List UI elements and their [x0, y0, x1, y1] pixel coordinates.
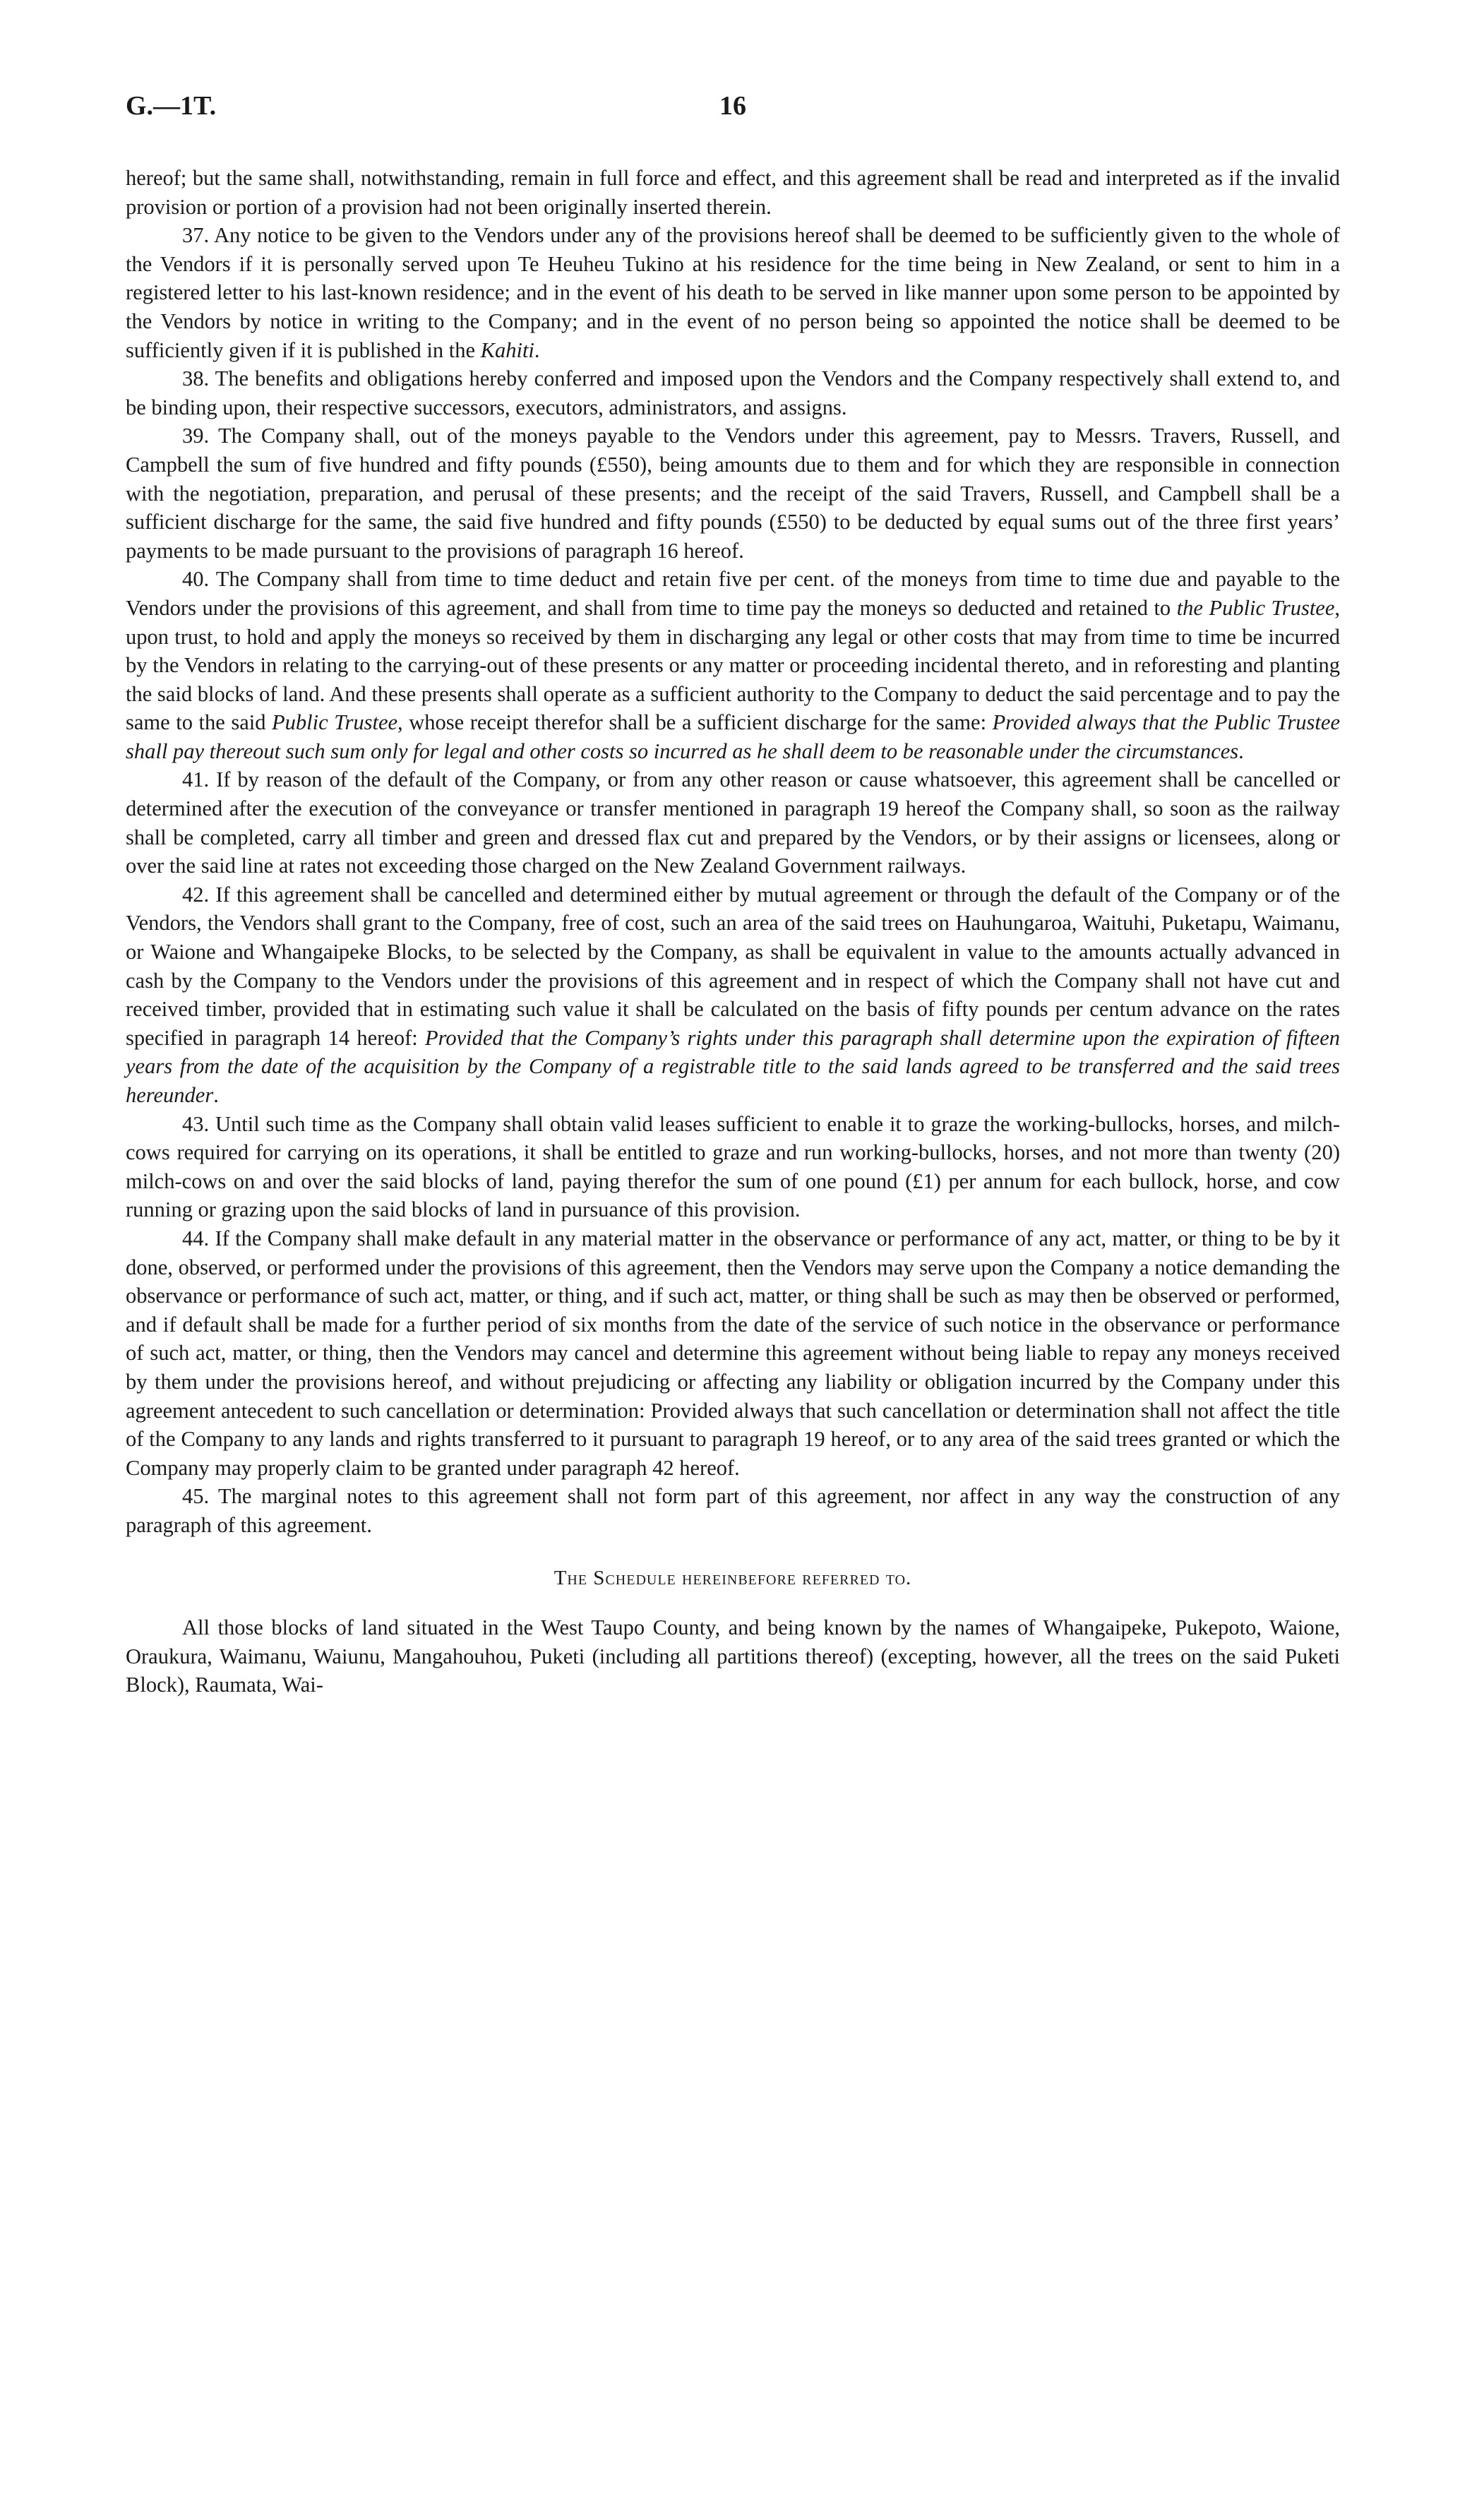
paragraph-37: 37. Any notice to be given to the Vendors under any of the provisions hereof shall be deemed to be sufficiently given to the whole of the Vendors if it is personally served upon Te Heuheu Tukino at his residence for the time being in New Zealand, or sent to him in a registered letter to his last-known residence; and in the event of his death to be served in like manner upon some person to be appointed by the Vendors by notice in writing to the Company; and in the event of no person being so appointed the notice shall be deemed to be sufficiently given if it is published in the Kahiti. [126, 223, 1340, 362]
paragraph-40: 40. The Company shall from time to time deduct and retain five per cent. of the moneys from time to time due and payable to the Vendors under the provisions of this agreement, and shall from time to time pay the moneys so deducted and retained to the Public Trustee, upon trust, to hold and apply the moneys so received by them in discharging any legal or other costs that may from time to time be incurred by the Vendors in relating to the carrying-out of these presents or any matter or proceeding incidental thereto, and in reforesting and planting the said blocks of land. And these presents shall operate as a sufficient authority to the Company to deduct the said percentage and to pay the same to the said Public Trustee, whose receipt therefor shall be a sufficient discharge for the same: Provided always that the Public Trustee shall pay thereout such sum only for legal and other costs so incurred as he shall deem to be reasonable under the circumstances. [126, 567, 1340, 763]
italic-proviso: Provided that the Company’s rights under this paragraph shall determine upon the expiration of fifteen years from the date of the acquisition by the Company of a registrable title to the said lands agreed to be transferred and the said trees hereunder [126, 1025, 1340, 1107]
paragraph-42: 42. If this agreement shall be cancelled and determined either by mutual agreement or through the default of the Company or of the Vendors, the Vendors shall grant to the Company, free of cost, such an area of the said trees on Hauhungaroa, Waituhi, Puketapu, Waimanu, or Waione and Whangaipeke Blocks, to be selected by the Company, as shall be equivalent in value to the amounts actually advanced in cash by the Company to the Vendors under the provisions of this agreement and in respect of which the Company shall not have cut and received timber, provided that in estimating such value it shall be calculated on the basis of fifty pounds per centum advance on the rates specified in paragraph 14 hereof: Provided that the Company’s rights under this paragraph shall determine upon the expiration of fifteen years from the date of the acquisition by the Company of a registrable title to the said lands agreed to be transferred and the said trees hereunder. [126, 882, 1340, 1107]
document-page [126, 90, 1340, 1699]
schedule-text: All those blocks of land situated in the West Taupo County, and being known by the names of Whangaipeke, Pukepoto, Waione, Oraukura, Waimanu, Waiunu, Mangahouhou, Puketi (including all partitions thereof) (excepting, however, all the trees on the said Puketi Block), Raumata, Wai- [126, 1615, 1340, 1697]
paragraph-39: 39. The Company shall, out of the moneys payable to the Vendors under this agreement, pay to Messrs. Travers, Russell, and Campbell the sum of five hundred and fifty pounds (£550), being amounts due to them and for which they are responsible in connection with the negotiation, preparation, and perusal of these presents; and the receipt of the said Travers, Russell, and Campbell shall be a sufficient discharge for the same, the said five hundred and fifty pounds (£550) to be deducted by equal sums out of the three first years’ payments to be made pursuant to the provisions of paragraph 16 hereof. [126, 424, 1340, 563]
italic-text: Public Trustee [272, 710, 398, 735]
italic-proviso: Provided always that the Public Trustee shall pay thereout such sum only for legal and other costs so incurred as he shall deem to be reasonable under the circumstances [126, 710, 1340, 763]
italic-text: Kahiti [480, 337, 534, 362]
paragraph-44: 44. If the Company shall make default in any material matter in the observance or performance of any act, matter, or thing to be by it done, observed, or performed under the provisions of this agreement, then the Vendors may serve upon the Company a notice demanding the observance or performance of such act, matter, or thing, and if such act, matter, or thing shall be such as may then be observed or performed, and if default shall be made for a further period of six months from the date of the service of such notice in the observance or performance of such act, matter, or thing, then the Vendors may cancel and determine this agreement without being liable to repay any moneys received by them under the provisions hereof, and without prejudicing or affecting any liability or obligation incurred by the Company under this agreement antecedent to such cancellation or determination: Provided always that such cancellation or determination shall not affect the title of the Company to any lands and rights transferred to it pursuant to paragraph 19 hereof, or to any area of the said trees granted or which the Company may properly claim to be granted under paragraph 42 hereof. [126, 1226, 1340, 1480]
paragraph-41: 41. If by reason of the default of the Company, or from any other reason or cause whatsoever, this agreement shall be cancelled or determined after the execution of the conveyance or transfer mentioned in paragraph 19 hereof the Company shall, so soon as the railway shall be completed, carry all timber and green and dressed flax cut and prepared by the Vendors, or by their assigns or licensees, along or over the said line at rates not exceeding those charged on the New Zealand Government railways. [126, 767, 1340, 878]
italic-text: the Public Trustee [1176, 595, 1335, 620]
page-header [126, 90, 1340, 140]
document-body [126, 164, 1340, 1699]
page-number: 16 [719, 91, 746, 121]
schedule-heading: The Schedule hereinbefore referred to. [553, 1566, 912, 1589]
paragraph-continuation: hereof; but the same shall, notwithstanding, remain in full force and effect, and this agreement shall be read and interpreted as if the invalid provision or portion of a provision had not been originally inserted therein. [126, 166, 1340, 219]
document-reference: G.—1T. [126, 91, 217, 121]
paragraph-38: 38. The benefits and obligations hereby conferred and imposed upon the Vendors and the Company respectively shall extend to, and be binding upon, their respective successors, executors, administrators, and assigns. [126, 366, 1340, 419]
paragraph-45: 45. The marginal notes to this agreement shall not form part of this agreement, nor affect in any way the construction of any paragraph of this agreement. [126, 1484, 1340, 1537]
paragraph-43: 43. Until such time as the Company shall obtain valid leases sufficient to enable it to graze the working-bullocks, horses, and milch-cows required for carrying on its operations, it shall be entitled to graze and run working-bullocks, horses, and not more than twenty (20) milch-cows on and over the said blocks of land, paying therefor the sum of one pound (£1) per annum for each bullock, horse, and cow running or grazing upon the said blocks of land in pursuance of this provision. [126, 1111, 1340, 1222]
